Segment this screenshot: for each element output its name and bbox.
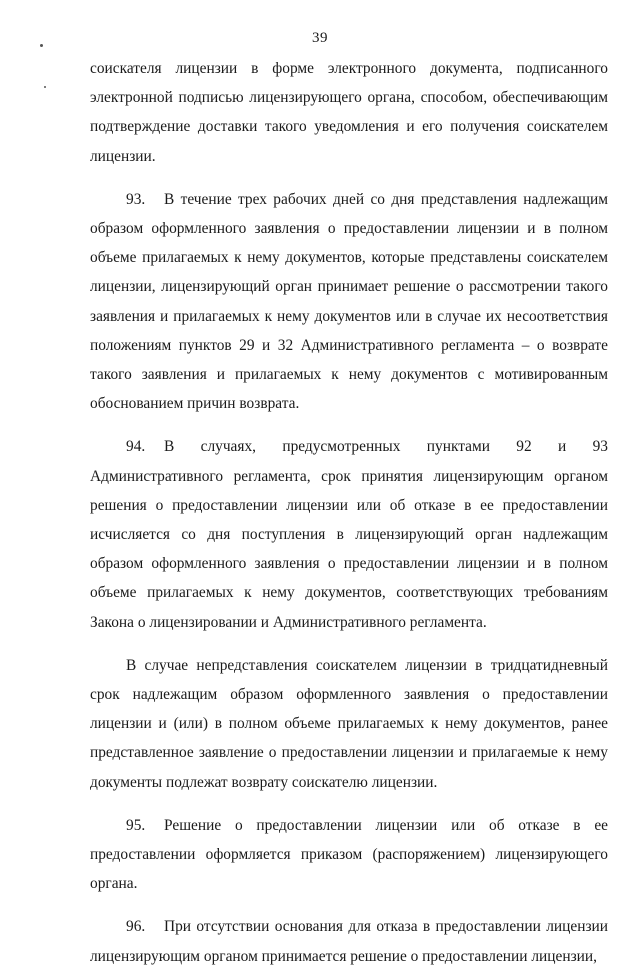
paragraph-text: В течение трех рабочих дней со дня представления надлежащим образом оформленного заявления о предоставлении лицензии и в полном объеме прилагаемых к нему документов, которые представлены соискателем лицензии, лицензирующий орган принимает решение о рассмотрении такого заявления и прилагаемых к нему документов или в случае их несоответствия положениям пунктов 29 и 32 Административного регламента – о возврате такого заявления и прилагаемых к нему документов с мотивированным обоснованием причин возврата. [90,190,608,413]
paragraph-95 [90,811,608,899]
paragraph-94 [90,432,608,636]
scan-speck [40,44,43,47]
paragraph-93 [90,185,608,419]
scan-speck [44,86,46,88]
paragraph-continuation [90,54,608,171]
paragraph-96 [90,912,608,970]
paragraph-number: 93. [126,190,146,208]
page-number: 39 [312,30,328,46]
paragraph-text: В случаях, предусмотренных пунктами 92 и 93 Административного регламента, срок принятия лицензирующим органом решения о предоставлении лицензии или об отказе в ее предоставлении исчисляется со дня поступления в лицензирующий орган надлежащим образом оформленного заявления о предоставлении лицензии и в полном объеме прилагаемых к нему документов, соответствующих требованиям Закона о лицензировании и Административного регламента. [90,438,608,631]
paragraph-number: 94. [126,438,146,456]
paragraph-text: В случае непредставления соискателем лицензии в тридцатидневный срок надлежащим образом оформленного заявления о предоставлении лицензии и (или) в полном объеме прилагаемых к нему документов, ранее представленное заявление о предоставлении лицензии и прилагаемые к нему документы подлежат возврату соискателю лицензии. [90,656,608,791]
paragraph-94-continued [90,651,608,797]
paragraph-text: соискателя лицензии в форме электронного документа, подписанного электронной подписью лицензирующего органа, способом, обеспечивающим подтверждение доставки такого уведомления и его получения соискателем лицензии. [90,60,608,165]
paragraph-text: При отсутствии основания для отказа в предоставлении лицензии лицензирующим органом принимается решение о предоставлении лицензии, [90,918,608,965]
paragraph-number: 95. [126,816,146,834]
paragraph-number: 96. [126,918,146,936]
paragraph-text: Решение о предоставлении лицензии или об отказе в ее предоставлении оформляется приказом (распоряжением) лицензирующего органа. [90,816,608,893]
body-text [90,54,608,971]
